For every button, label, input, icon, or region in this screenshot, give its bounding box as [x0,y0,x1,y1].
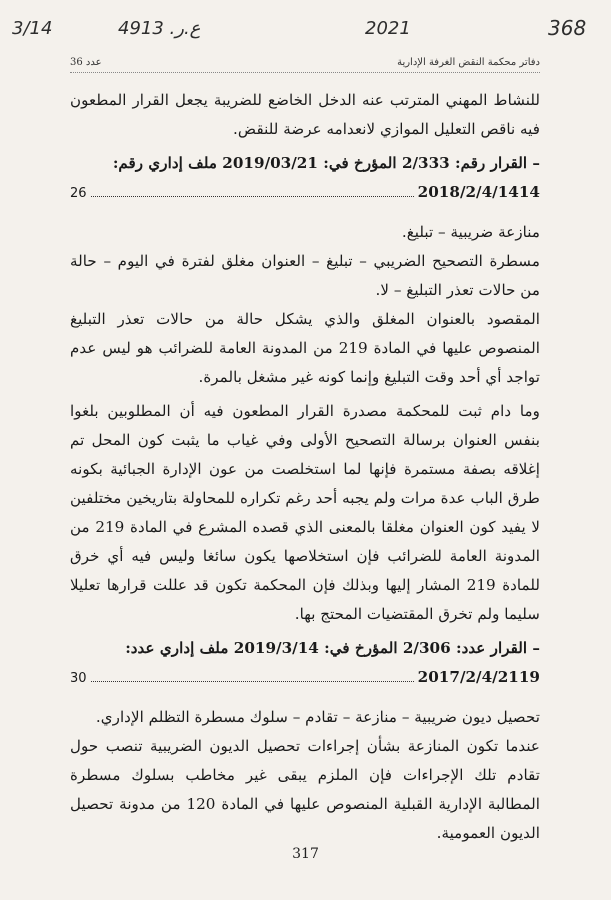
running-header [70,52,540,73]
decision-reference-line [70,178,540,208]
entry-number: 26 [70,186,87,201]
dotted-leader [91,667,414,682]
journal-title: دفاتر محكمة النقض الغرفة الإدارية [397,56,540,68]
page-number: 317 [292,846,319,862]
issue-number: عدد 36 [70,56,102,68]
dotted-leader [91,182,414,197]
file-number: 2018/2/4/1414 [417,183,540,201]
entry-number: 30 [70,671,87,686]
intro-paragraph: للنشاط المهني المترتب عنه الدخل الخاضع للضريبة يجعل القرار المطعون فيه ناقص التعليل الموازي لانعدامه عرضة للنقض. [70,91,540,138]
legal-principle: عندما تكون المنازعة بشأن إجراءات تحصيل الديون الضريبية تنصب حول تقادم تلك الإجراءات فإن الملزم يبقى غير مخاطب بسلوك مسطرة المطالبة الإدارية القبلية المنصوص عليها في المادة 120 من مدونة تحصيل الديون العمومية. [70,737,540,842]
decision-reference-line [70,663,540,693]
handwritten-mark: 368 [548,16,587,40]
handwritten-mark: 2021 [365,18,411,39]
legal-principle: المقصود بالعنوان المغلق والذي يشكل حالة من حالات تعذر التبليغ المنصوص عليها في المادة 219 من المدونة العامة للضرائب هو ليس عدم تواجد أي أحد وقت التبليغ وإنما كونه غير مشغل بالمرة. [70,310,540,386]
keywords: مسطرة التصحيح الضريبي – تبليغ – العنوان مغلق لفترة في اليوم – حالة من حالات تعذر التبليغ – لا. [70,252,540,299]
keywords: منازعة ضريبية – تبليغ. [401,223,540,241]
handwritten-mark: 3/14 [12,18,53,39]
file-number: 2017/2/4/2119 [417,668,540,686]
decision-reference: – القرار عدد: 2/306 المؤرخ في: 2019/3/14 ملف إداري عدد: [125,639,540,657]
handwritten-annotations [0,8,611,48]
document-body [70,86,540,853]
keywords: تحصيل ديون ضريبية – منازعة – تقادم – سلوك مسطرة التظلم الإداري. [95,708,540,726]
reasoning-paragraph: وما دام ثبت للمحكمة مصدرة القرار المطعون فيه أن المطلوبين بلغوا بنفس العنوان برسالة التصحيح الأولى وفي غياب ما يثبت كون المحل تم إغلاقه بصفة مستمرة فإنها لما استخلصت من عون الإدارة الجبائية بكونه طرق الباب عدة مرات ولم يجبه أحد رغم تكراره للمحاولة بتاريخين مختلفين لا يفيد كون العنوان مغلقا بالمعنى الذي قصده المشرع في المادة 219 من المدونة العامة للضرائب فإن استخلاصها يكون سائغا وليس فيه أي خرق للمادة 219 المشار إليها وبذلك فإن المحكمة تكون قد عللت قرارها تعليلا سليما ولم تخرق المقتضيات المحتج بها. [70,402,540,623]
handwritten-mark: ع.ر. 4913 [118,18,201,39]
decision-reference: – القرار رقم: 2/333 المؤرخ في: 2019/03/21 ملف إداري رقم: [112,154,540,172]
